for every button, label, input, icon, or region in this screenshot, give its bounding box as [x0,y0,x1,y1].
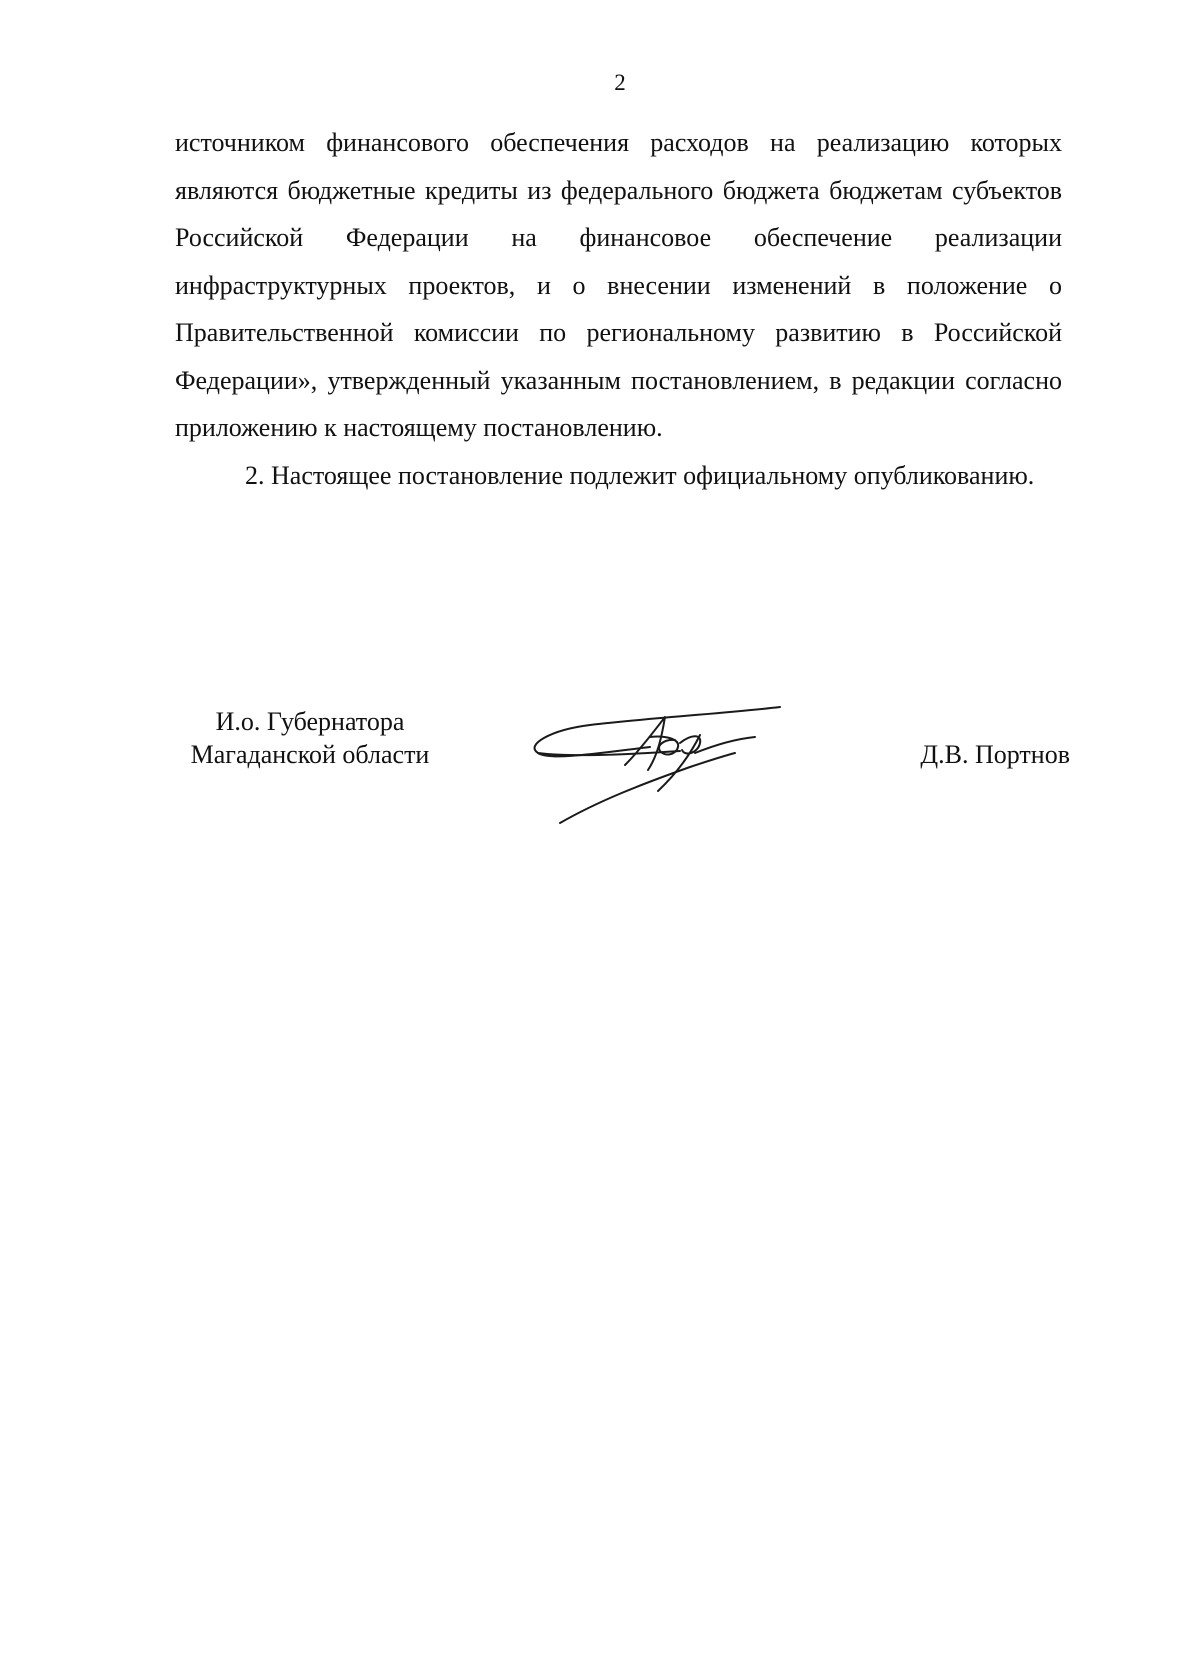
page-number: 2 [614,70,626,95]
signer-name: Д.В. Портнов [920,740,1070,769]
position-line-1: И.о. Губернатора [215,707,405,736]
paragraph-1: источником финансового обеспечения расходов на реализацию которых являются бюджетные кредиты из федерального бюджета бюджетам субъектов Российской Федерации на финансовое обеспечение реализации инфраструктурных проектов, и о внесении изменений в положение о Правительственной комиссии по региональному развитию в Российской Федерации», утвержденный указанным постановлением, в редакции согласно приложению к настоящему постановлению. [175,128,1062,442]
paragraph-2: 2. Настоящее постановление подлежит официальному опубликованию. [245,460,1035,490]
position-line-2: Магаданской области [190,740,430,769]
document-body [175,119,1062,499]
handwritten-signature [530,695,790,835]
signatory-position [170,705,450,771]
